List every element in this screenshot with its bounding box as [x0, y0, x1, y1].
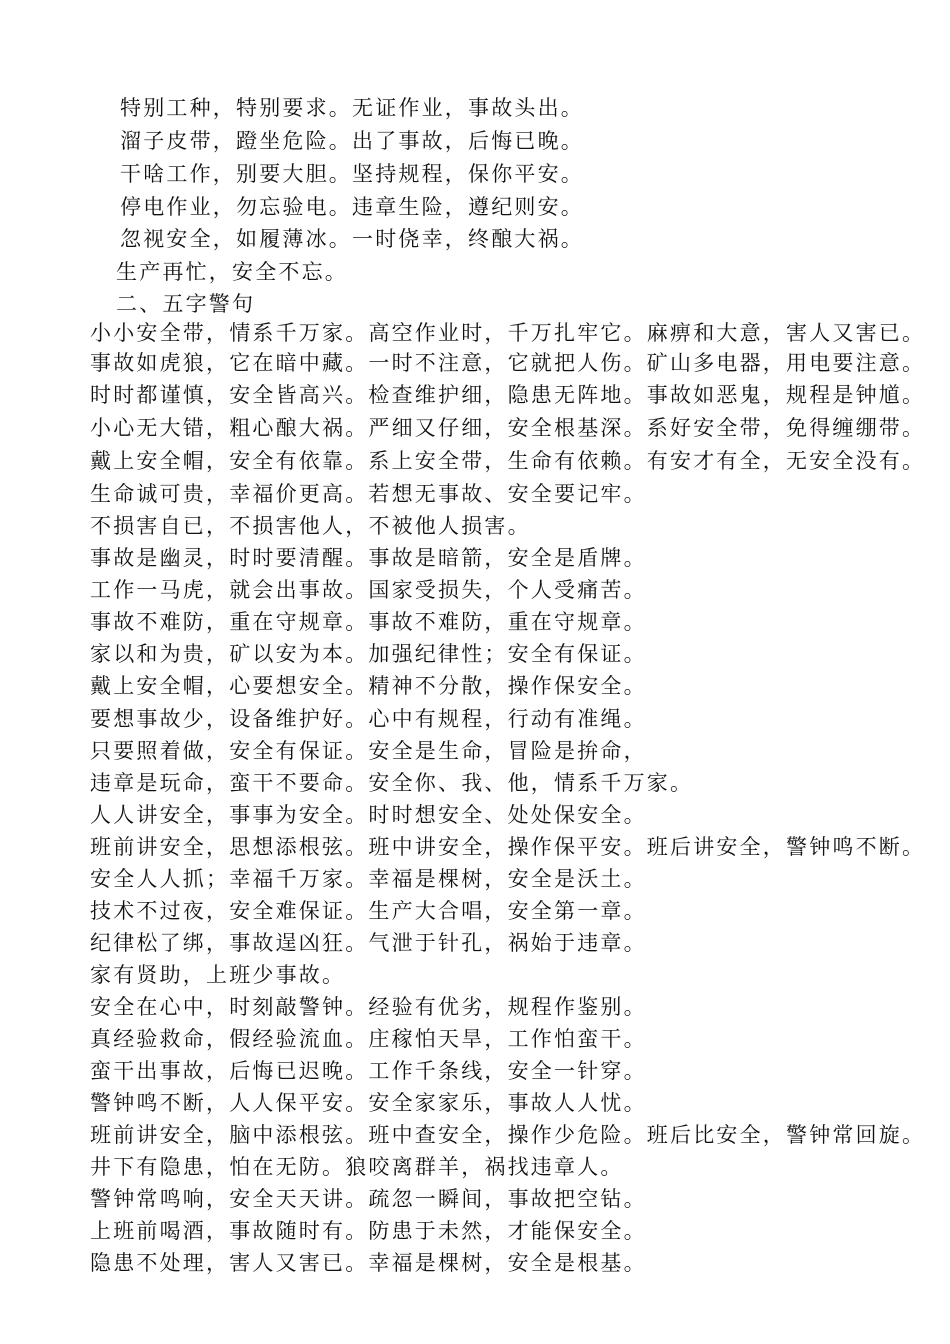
body-line: 班前讲安全，脑中添根弦。班中查安全，操作少危险。班后比安全，警钟常回旋。: [90, 1123, 926, 1147]
body-line: 生命诚可贵，幸福价更高。若想无事故、安全要记牢。: [90, 482, 647, 506]
body-line: 工作一马虎，就会出事故。国家受损失，个人受痛苦。: [90, 578, 647, 602]
intro-line: 停电作业，勿忘验电。违章生险，遵纪则安。: [120, 195, 584, 219]
body-line: 真经验救命，假经验流血。庄稼怕天旱，工作怕蛮干。: [90, 1027, 647, 1051]
body-line: 事故如虎狼，它在暗中藏。一时不注意，它就把人伤。矿山多电器，用电要注意。: [90, 351, 926, 375]
body-line: 班前讲安全，思想添根弦。班中讲安全，操作保平安。班后讲安全，警钟鸣不断。: [90, 835, 926, 859]
body-line: 戴上安全帽，心要想安全。精神不分散，操作保安全。: [90, 674, 647, 698]
intro-line: 特别工种，特别要求。无证作业，事故头出。: [120, 96, 584, 120]
intro-line: 溜子皮带，蹬坐危险。出了事故，后悔已晚。: [120, 129, 584, 153]
body-line: 家以和为贵，矿以安为本。加强纪律性；安全有保证。: [90, 642, 647, 666]
body-line: 安全在心中，时刻敲警钟。经验有优劣，规程作鉴别。: [90, 995, 647, 1019]
intro-line: 忽视安全，如履薄冰。一时侥幸，终酿大祸。: [120, 227, 584, 251]
intro-line: 干啥工作，别要大胆。坚持规程，保你平安。: [120, 162, 584, 186]
body-line: 安全人人抓；幸福千万家。幸福是棵树，安全是沃土。: [90, 867, 647, 891]
body-line: 隐患不处理，害人又害已。幸福是棵树，安全是根基。: [90, 1251, 647, 1275]
body-line: 事故是幽灵，时时要清醒。事故是暗箭，安全是盾牌。: [90, 546, 647, 570]
body-line: 上班前喝酒，事故随时有。防患于未然，才能保安全。: [90, 1219, 647, 1243]
body-line: 蛮干出事故，后悔已迟晚。工作千条线，安全一针穿。: [90, 1059, 647, 1083]
body-line: 技术不过夜，安全难保证。生产大合唱，安全第一章。: [90, 899, 647, 923]
body-line: 纪律松了绑，事故逞凶狂。气泄于针孔，祸始于违章。: [90, 931, 647, 955]
section-heading: 二、五字警句: [116, 292, 256, 316]
body-line: 事故不难防，重在守规章。事故不难防，重在守规章。: [90, 610, 647, 634]
body-line: 时时都谨慎，安全皆高兴。检查维护细，隐患无阵地。事故如恶鬼，规程是钟馗。: [90, 383, 926, 407]
body-line: 小小安全带，情系千万家。高空作业时，千万扎牢它。麻痹和大意，害人又害已。: [90, 321, 926, 345]
body-line: 小心无大错，粗心酿大祸。严细又仔细，安全根基深。系好安全带，免得缠绷带。: [90, 416, 926, 440]
body-line: 井下有隐患，怕在无防。狼咬离群羊，祸找违章人。: [90, 1155, 624, 1179]
intro-line: 生产再忙，安全不忘。: [116, 260, 348, 284]
body-line: 只要照着做，安全有保证。安全是生命，冒险是拚命，: [90, 739, 647, 763]
body-line: 戴上安全帽，安全有依靠。系上安全带，生命有依赖。有安才有全，无安全没有。: [90, 449, 926, 473]
body-line: 家有贤助，上班少事故。: [90, 963, 346, 987]
body-line: 人人讲安全，事事为安全。时时想安全、处处保安全。: [90, 803, 647, 827]
body-line: 不损害自已，不损害他人，不被他人损害。: [90, 514, 531, 538]
body-line: 违章是玩命，蛮干不要命。安全你、我、他，情系千万家。: [90, 771, 694, 795]
body-line: 要想事故少，设备维护好。心中有规程，行动有准绳。: [90, 707, 647, 731]
body-line: 警钟常鸣响，安全天天讲。疏忽一瞬间，事故把空钻。: [90, 1187, 647, 1211]
body-line: 警钟鸣不断，人人保平安。安全家家乐，事故人人忧。: [90, 1091, 647, 1115]
